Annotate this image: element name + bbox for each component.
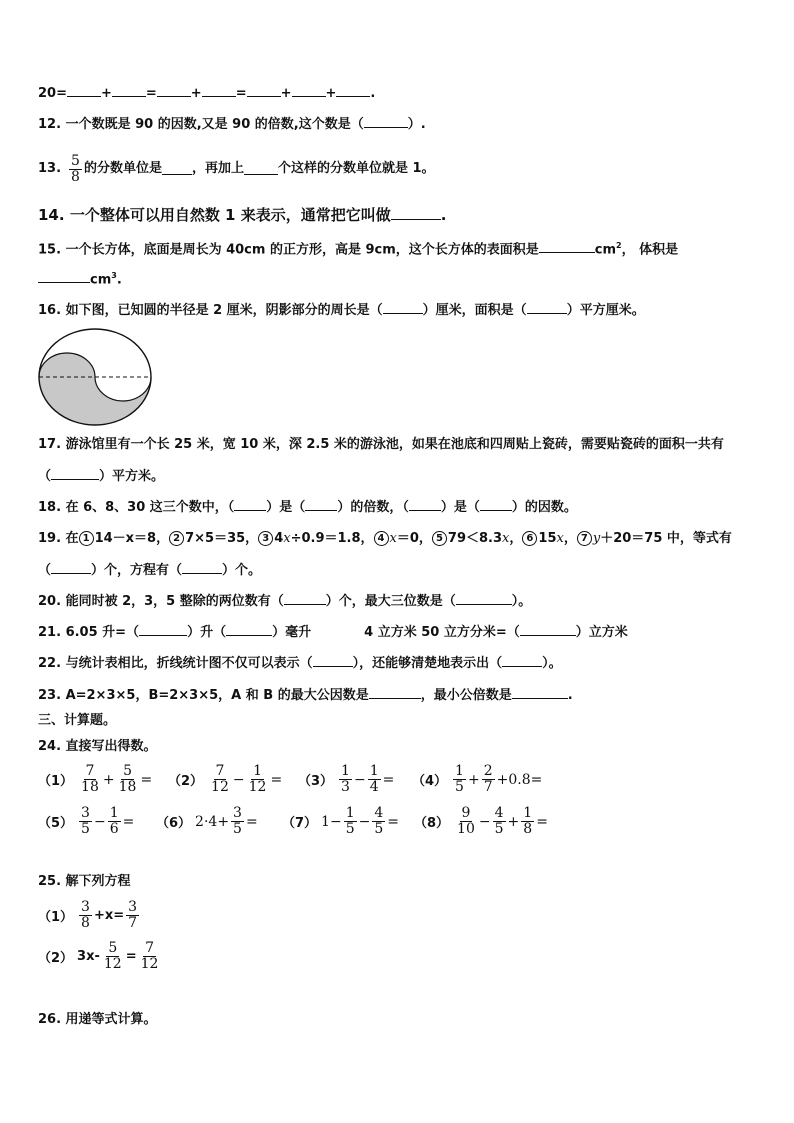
answer-blank[interactable]: [226, 624, 272, 636]
question-20: 20. 能同时被 2，3，5 整除的两位数有（ ）个，最大三位数是（ ）。: [38, 594, 532, 609]
circled-number-3: 3: [258, 531, 273, 546]
question-15-line2: $cm^3$.: [38, 268, 122, 288]
circled-number-7: 7: [577, 531, 592, 546]
question-11-line: 20= + = + = + + .: [38, 86, 376, 101]
answer-blank[interactable]: [38, 271, 90, 283]
circled-number-4: 4: [374, 531, 389, 546]
equation-2: （2） 3x- $\frac{5}{12}$ = $\frac{7}{12}$: [38, 940, 159, 972]
answer-blank[interactable]: [480, 499, 512, 511]
question-number: 15.: [38, 242, 62, 258]
answer-blank[interactable]: [527, 302, 567, 314]
question-number: 19.: [38, 531, 62, 546]
question-17-line2: （ ）平方米。: [38, 469, 165, 484]
answer-blank[interactable]: [409, 499, 441, 511]
question-22: 22. 与统计表相比，折线统计图不仅可以表示（ ），还能够清楚地表示出（ ）。: [38, 656, 562, 671]
answer-blank[interactable]: [520, 624, 576, 636]
answer-blank[interactable]: [234, 499, 266, 511]
answer-blank[interactable]: [383, 302, 423, 314]
yin-yang-circle-figure: [36, 327, 156, 427]
answer-blank[interactable]: [313, 655, 353, 667]
answer-blank[interactable]: [292, 85, 326, 97]
fraction: $\frac{5}{8}$: [71, 152, 80, 185]
question-23: 23. A=2×3×5，B=2×3×5，A 和 B 的最大公因数是 ，最小公倍数是 .: [38, 688, 573, 703]
answer-blank[interactable]: [51, 562, 91, 574]
question-19: 19. 在 1 14－x＝8， 2 7×5＝35， 3 4x÷0.9＝1.8， 4 x＝0， 5 79＜8.3x， 6 15x， 7 y＋20＝75 中，等式有: [38, 531, 732, 546]
answer-blank[interactable]: [364, 116, 408, 128]
question-25-title: 25. 解下列方程: [38, 874, 131, 889]
question-18: 18. 在 6、8、30 这三个数中，（ ）是（ ）的倍数，（ ）是（ ）的因数。: [38, 500, 577, 515]
circled-number-2: 2: [169, 531, 184, 546]
answer-blank[interactable]: [139, 624, 187, 636]
question-14: 14. 一个整体可以用自然数 1 来表示，通常把它叫做 .: [38, 206, 447, 224]
question-19-line2: （ ）个，方程有（ ）个。: [38, 563, 262, 578]
equation-1: （1） $\frac{3}{8}$ +x= $\frac{3}{7}$: [38, 899, 138, 931]
answer-blank[interactable]: [305, 499, 337, 511]
question-number: 14.: [38, 206, 65, 224]
circled-number-6: 6: [522, 531, 537, 546]
question-number: 17.: [38, 437, 62, 452]
question-12: 12. 一个数既是 90 的因数,又是 90 的倍数,这个数是（ ）.: [38, 117, 426, 132]
question-number: 20.: [38, 594, 62, 609]
answer-blank[interactable]: [51, 468, 99, 480]
question-17: 17. 游泳馆里有一个长 25 米，宽 10 米，深 2.5 米的游泳池，如果在池底和四周贴上瓷砖，需要贴瓷砖的面积一共有: [38, 437, 724, 452]
question-text: 一个数既是 90 的因数,又是 90 的倍数,这个数是（: [65, 117, 364, 132]
calc-item-8: （8） $\frac{9}{10}$ − $\frac{4}{5}$ + $\frac{1}{8}$ =: [414, 805, 548, 837]
answer-blank[interactable]: [512, 687, 568, 699]
calc-item-1: （1） $\frac{7}{18}$ + $\frac{5}{18}$ =: [38, 763, 153, 795]
calc-item-3: （3） $\frac{1}{3}$ − $\frac{1}{4}$ =: [298, 763, 395, 795]
shaded-region: [39, 353, 151, 425]
question-16: 16. 如下图，已知圆的半径是 2 厘米，阴影部分的周长是（ ）厘米，面积是（ ）平方厘米。: [38, 303, 645, 318]
circled-number-1: 1: [79, 531, 94, 546]
q11-start: 20=: [38, 86, 67, 101]
section-heading: 三、计算题。: [38, 713, 117, 728]
calc-item-2: （2） $\frac{7}{12}$ − $\frac{1}{12}$ =: [168, 763, 283, 795]
question-number: 16.: [38, 303, 62, 318]
calc-item-4: （4） $\frac{1}{5}$ + $\frac{2}{7}$ + 0.8 =: [412, 763, 543, 795]
calc-item-6: （6） 2·4 + $\frac{3}{5}$ =: [156, 805, 258, 837]
question-text: 一个长方体，底面是周长为 40cm 的正方形，高是 9cm，这个长方体的表面积是: [65, 242, 539, 258]
answer-blank[interactable]: [202, 85, 236, 97]
question-number: 13.: [38, 161, 62, 176]
question-13: 13. $\frac{5}{8}$ 的分数单位是 ，再加上 个这样的分数单位就是 1。: [38, 152, 435, 185]
question-15: 15. 一个长方体，底面是周长为 40cm 的正方形，高是 9cm，这个长方体的表面积是 $cm^2$， 体积是: [38, 241, 679, 258]
answer-blank[interactable]: [539, 241, 595, 253]
answer-blank[interactable]: [391, 208, 441, 220]
calc-item-7: （7） 1 − $\frac{1}{5}$ − $\frac{4}{5}$ =: [282, 805, 400, 837]
answer-blank[interactable]: [157, 85, 191, 97]
answer-blank[interactable]: [112, 85, 146, 97]
answer-blank[interactable]: [247, 85, 281, 97]
question-number: 18.: [38, 500, 62, 515]
question-24-title: 24. 直接写出得数。: [38, 739, 157, 754]
answer-blank[interactable]: [502, 655, 542, 667]
question-text: 一个整体可以用自然数 1 来表示，通常把它叫做: [69, 206, 391, 224]
answer-blank[interactable]: [162, 163, 192, 175]
answer-blank[interactable]: [67, 85, 101, 97]
question-number: 22.: [38, 656, 62, 671]
answer-blank[interactable]: [244, 163, 278, 175]
question-number: 12.: [38, 117, 62, 132]
calc-item-5: （5） $\frac{3}{5}$ − $\frac{1}{6}$ =: [38, 805, 135, 837]
question-21: 21. 6.05 升=（ ）升（ ）毫升 4 立方米 50 立方分米=（ ）立方米: [38, 625, 628, 640]
question-number: 21.: [38, 625, 62, 640]
answer-blank[interactable]: [336, 85, 370, 97]
answer-blank[interactable]: [284, 593, 326, 605]
circled-number-5: 5: [432, 531, 447, 546]
question-number: 23.: [38, 688, 62, 703]
question-26-title: 26. 用递等式计算。: [38, 1012, 157, 1027]
answer-blank[interactable]: [456, 593, 512, 605]
answer-blank[interactable]: [369, 687, 421, 699]
answer-blank[interactable]: [182, 562, 222, 574]
